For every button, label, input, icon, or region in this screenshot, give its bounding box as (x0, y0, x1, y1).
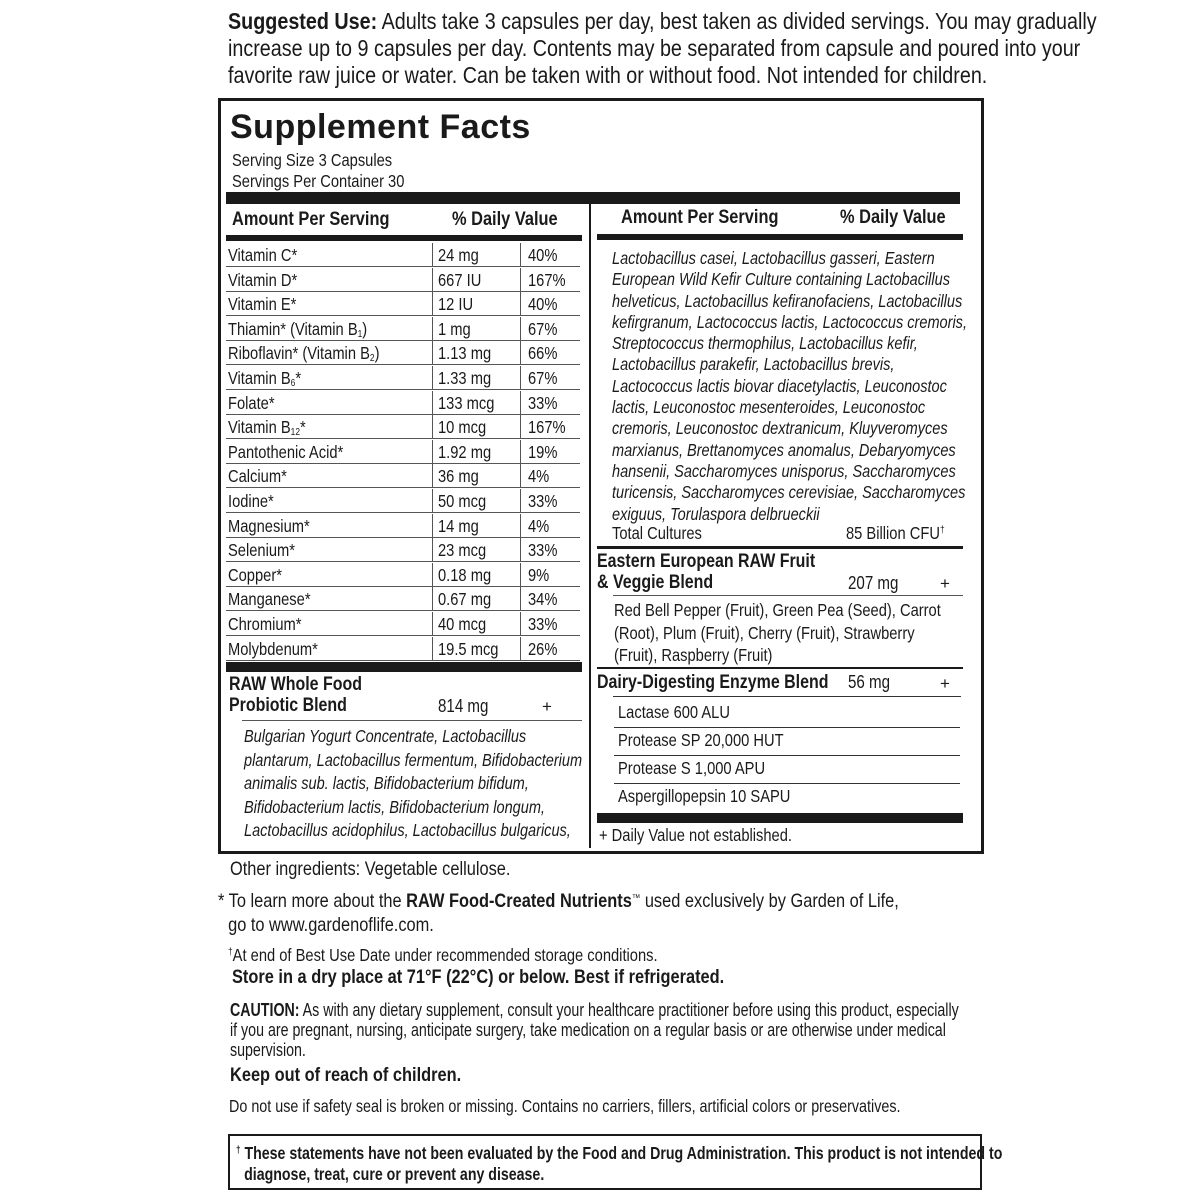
enzyme-row (614, 700, 960, 728)
nutrient-name-tail: * (295, 368, 302, 388)
nutrient-daily-value: 67% (528, 318, 558, 339)
nutrient-daily-value: 4% (528, 466, 550, 487)
nutrient-name-cell (228, 589, 311, 610)
servings-per-container: Servings Per Container 30 (232, 171, 405, 191)
nutrient-amount: 1 mg (438, 318, 471, 339)
probiotic-blend-name-line-2: Probiotic Blend (229, 695, 347, 716)
nutrient-amount: 0.18 mg (438, 564, 492, 585)
nutrient-amount: 40 mcg (438, 614, 487, 634)
cell-divider (520, 538, 521, 562)
cell-divider (432, 612, 433, 636)
suggested-use-line-1: Adults take 3 capsules per day, best taken as divided servings. You may gradually (377, 8, 1097, 34)
thick-divider (226, 192, 960, 204)
nutrient-daily-value: 4% (528, 515, 550, 536)
left-header-daily-value: % Daily Value (452, 208, 558, 230)
nutrient-row (226, 514, 580, 538)
fruit-blend-name (597, 551, 815, 593)
nutrient-name-cell (228, 368, 301, 389)
supplement-facts-title: Supplement Facts (230, 108, 531, 146)
ingredient-line: Bifidobacterium lactis, Bifidobacterium longum, (244, 796, 545, 817)
nutrient-daily-value: 19% (528, 441, 558, 462)
probiotic-blend-name (229, 674, 362, 716)
cell-divider (520, 268, 521, 292)
enzyme-row (614, 728, 960, 756)
probiotic-blend-dv: + (542, 697, 552, 716)
nutrient-daily-value: 167% (528, 269, 566, 290)
nutrient-name-cell (228, 393, 275, 414)
enzyme-row (614, 784, 960, 812)
total-cultures-label: Total Cultures (612, 523, 702, 543)
cell-divider (520, 341, 521, 365)
nutrient-row (226, 440, 580, 464)
nutrient-amount: 19.5 mcg (438, 638, 499, 659)
left-header-amount: Amount Per Serving (232, 208, 390, 230)
ingredient-line: lactis, Leuconostoc mesenteroides, Leuconostoc (612, 397, 926, 418)
nutrient-name: Copper* (228, 564, 282, 585)
cell-divider (520, 612, 521, 636)
nutrient-amount: 1.13 mg (438, 343, 492, 364)
dagger-mark: † (939, 525, 945, 536)
nutrient-row (226, 317, 580, 341)
caution-line-3: supervision. (230, 1040, 306, 1060)
cell-divider (520, 366, 521, 390)
website-line: go to www.gardenoflife.com. (228, 914, 434, 936)
nutrient-daily-value: 9% (528, 564, 550, 585)
daily-value-note: + Daily Value not established. (599, 825, 792, 845)
nutrient-name-cell (228, 417, 306, 438)
nutrient-name: Vitamin C* (228, 245, 298, 265)
nutrient-daily-value: 167% (528, 417, 566, 438)
nutrient-row (226, 268, 580, 292)
nutrient-daily-value: 26% (528, 638, 558, 659)
cell-divider (432, 415, 433, 439)
enzyme-bottom-rule (597, 813, 963, 823)
nutrient-amount: 0.67 mg (438, 589, 492, 610)
ingredient-line: (Root), Plum (Fruit), Cherry (Fruit), Strawberry (614, 622, 915, 643)
nutrient-name: Manganese* (228, 589, 311, 610)
nutrient-name: Riboflavin* (Vitamin B (228, 343, 370, 364)
enzyme-row (614, 756, 960, 784)
fruit-blend-amount: 207 mg (848, 573, 899, 593)
nutrient-name-cell (228, 614, 302, 635)
cell-divider (432, 292, 433, 316)
left-blend-rule (226, 662, 582, 672)
best-use-text: At end of Best Use Date under recommended storage conditions. (232, 945, 658, 965)
nutrient-row (226, 637, 580, 661)
cell-divider (520, 563, 521, 587)
nutrient-name: Calcium* (228, 466, 287, 487)
nutrient-name: Thiamin* (Vitamin B (228, 318, 358, 339)
nutrient-name: Chromium* (228, 614, 302, 634)
suggested-use-line-2: increase up to 9 capsules per day. Contents may be separated from capsule and poured into your (228, 35, 1081, 61)
nutrient-daily-value: 33% (528, 392, 558, 413)
nutrient-amount: 36 mg (438, 466, 479, 487)
nutrient-row (226, 587, 580, 611)
ingredient-line: hansenii, Saccharomyces unisporus, Saccharomyces (612, 460, 956, 481)
cell-divider (520, 317, 521, 341)
nutrient-name-cell (228, 540, 295, 561)
ingredient-line: turicensis, Saccharomyces cerevisiae, Saccharomyces (612, 482, 966, 503)
nutrient-subscript: 1 (357, 328, 363, 340)
enzyme-name: Protease SP 20,000 HUT (618, 730, 784, 750)
fda-dagger: † (236, 1145, 241, 1156)
right-header-rule (597, 234, 963, 240)
enzyme-name: Protease S 1,000 APU (618, 758, 766, 778)
nutrient-name-cell (228, 466, 287, 487)
keep-out-of-reach: Keep out of reach of children. (230, 1064, 462, 1086)
nutrient-name-tail: ) (374, 343, 380, 364)
nutrient-name: Vitamin E* (228, 294, 297, 315)
suggested-use-label: Suggested Use: (228, 8, 378, 34)
nutrient-daily-value: 33% (528, 614, 558, 634)
probiotic-blend-name-line-1: RAW Whole Food (229, 674, 362, 695)
cell-divider (520, 637, 521, 661)
nutrient-row (226, 292, 580, 316)
nutrient-name-cell (228, 270, 297, 291)
cell-divider (520, 391, 521, 415)
cell-divider (432, 440, 433, 464)
nutrient-amount: 23 mcg (438, 540, 487, 561)
nutrient-name-cell (228, 343, 379, 364)
nutrient-daily-value: 66% (528, 343, 558, 364)
nutrient-name: Vitamin B (228, 417, 291, 438)
nutrient-name-cell (228, 442, 343, 463)
right-header-amount: Amount Per Serving (621, 206, 779, 228)
nutrient-row (226, 341, 580, 365)
row-rule (226, 660, 580, 661)
right-header-daily-value: % Daily Value (840, 206, 946, 228)
nutrient-amount: 24 mg (438, 245, 479, 265)
ingredient-line: exiguus, Torulaspora delbrueckii (612, 503, 820, 524)
brand-name: RAW Food-Created Nutrients (406, 890, 632, 912)
nutrient-row (226, 366, 580, 390)
cell-divider (432, 464, 433, 488)
ingredient-line: helveticus, Lactobacillus kefiranofaciens, Lactobacillus (612, 290, 963, 311)
trademark-mark: ™ (631, 893, 641, 904)
other-ingredients: Other ingredients: Vegetable cellulose. (230, 858, 511, 880)
cell-divider (432, 489, 433, 513)
ingredient-line: animalis sub. lactis, Bifidobacterium bifidum, (244, 773, 529, 793)
nutrient-row (226, 391, 580, 415)
ingredient-line: plantarum, Lactobacillus fermentum, Bifidobacterium (244, 749, 583, 770)
enzyme-blend-name: Dairy-Digesting Enzyme Blend (597, 672, 829, 693)
nutrient-daily-value: 33% (528, 540, 558, 561)
probiotic-blend-ingredients (244, 725, 582, 843)
enzyme-blend-rule (613, 696, 961, 697)
learn-more-prefix: * To learn more about the (218, 890, 407, 912)
nutrient-amount: 1.33 mg (438, 368, 492, 388)
nutrient-name-tail: * (299, 417, 306, 438)
nutrient-row (226, 415, 580, 439)
caution-label: CAUTION: (230, 1000, 300, 1020)
cell-divider (432, 366, 433, 390)
serving-size: Serving Size 3 Capsules (232, 150, 393, 170)
nutrient-name-cell (228, 294, 296, 315)
fruit-blend-bottom-rule (597, 667, 963, 669)
nutrient-name: Magnesium* (228, 515, 310, 536)
nutrient-amount: 133 mcg (438, 392, 495, 413)
nutrient-daily-value: 34% (528, 589, 558, 610)
best-use-dagger: † (228, 947, 233, 958)
cell-divider (432, 268, 433, 292)
suggested-use-line-3: favorite raw juice or water. Can be taken with or without food. Not intended for children. (228, 62, 988, 88)
suggested-use (228, 8, 1097, 89)
fda-line-2: diagnose, treat, cure or prevent any disease. (244, 1164, 545, 1184)
nutrient-name-cell (228, 565, 282, 586)
nutrient-name: Vitamin D* (228, 269, 298, 290)
caution-line-2: if you are pregnant, nursing, anticipate surgery, take medication on a regular basis or are otherwise under medical (230, 1020, 946, 1040)
nutrient-daily-value: 33% (528, 491, 558, 511)
cultures-rule (597, 546, 963, 549)
nutrient-amount: 10 mcg (438, 417, 487, 438)
cell-divider (520, 514, 521, 538)
enzyme-name: Lactase 600 ALU (618, 702, 730, 722)
cell-divider (432, 514, 433, 538)
left-header-rule (226, 235, 582, 241)
nutrient-name-cell (228, 491, 274, 512)
ingredient-line: (Fruit), Raspberry (Fruit) (614, 645, 773, 665)
fruit-blend-name-line-2: & Veggie Blend (597, 572, 714, 593)
learn-more-suffix: used exclusively by Garden of Life, (640, 890, 899, 912)
fda-disclaimer (236, 1140, 1002, 1185)
total-cultures-value (846, 523, 945, 544)
nutrient-amount: 14 mg (438, 515, 479, 536)
cell-divider (432, 563, 433, 587)
nutrient-daily-value: 67% (528, 368, 558, 388)
ingredient-line: European Wild Kefir Culture containing Lactobacillus (612, 269, 950, 290)
nutrient-amount: 50 mcg (438, 491, 487, 511)
nutrient-amount: 12 IU (438, 294, 474, 315)
ingredient-line: marxianus, Brettanomyces anomalus, Debaryomyces (612, 439, 956, 460)
cell-divider (520, 292, 521, 316)
ingredient-line: Lactobacillus parakefir, Lactobacillus brevis, (612, 354, 895, 375)
cell-divider (520, 587, 521, 611)
nutrient-subscript: 2 (369, 353, 375, 365)
caution-statement (230, 1000, 959, 1060)
ingredient-line: cremoris, Leuconostoc dextranicum, Kluyveromyces (612, 418, 948, 439)
nutrient-amount: 1.92 mg (438, 441, 492, 462)
nutrient-name-cell (228, 319, 367, 340)
nutrient-row (226, 612, 580, 636)
enzyme-name: Aspergillopepsin 10 SAPU (618, 786, 791, 806)
column-divider (589, 204, 591, 848)
cell-divider (520, 464, 521, 488)
nutrient-name: Folate* (228, 392, 275, 413)
nutrient-name: Iodine* (228, 491, 274, 511)
nutrient-amount: 667 IU (438, 269, 482, 290)
ingredient-line: Red Bell Pepper (Fruit), Green Pea (Seed), Carrot (614, 600, 941, 620)
fruit-blend-dv: + (940, 574, 950, 593)
fda-line-1: These statements have not been evaluated by the Food and Drug Administration. This product is not intended to (240, 1143, 1003, 1163)
nutrient-name-cell (228, 245, 297, 266)
cell-divider (520, 415, 521, 439)
nutrient-daily-value: 40% (528, 294, 558, 315)
nutrient-name-cell (228, 639, 318, 660)
enzyme-blend-amount: 56 mg (848, 672, 891, 692)
enzyme-blend-dv: + (940, 674, 950, 693)
fruit-blend-rule (613, 595, 963, 596)
nutrient-subscript: 12 (290, 427, 300, 439)
cell-divider (432, 341, 433, 365)
nutrient-row (226, 243, 580, 267)
nutrient-name: Vitamin B (228, 368, 291, 388)
nutrient-daily-value: 40% (528, 245, 558, 265)
nutrient-row (226, 538, 580, 562)
nutrient-row (226, 489, 580, 513)
nutrient-row (226, 563, 580, 587)
caution-line-1: As with any dietary supplement, consult your healthcare practitioner before using this product, especially (299, 1000, 959, 1020)
nutrient-name: Molybdenum* (228, 638, 318, 659)
ingredient-line: Streptococcus thermophilus, Lactobacillus kefir, (612, 333, 918, 354)
cell-divider (432, 243, 433, 267)
ingredient-line: Lactococcus lactis biovar diacetylactis, Leuconostoc (612, 375, 947, 396)
ingredient-line: Bulgarian Yogurt Concentrate, Lactobacillus (244, 726, 527, 746)
cell-divider (432, 391, 433, 415)
learn-more (218, 887, 899, 937)
ingredient-line: Lactobacillus casei, Lactobacillus gasseri, Eastern (612, 248, 935, 268)
safety-seal-note: Do not use if safety seal is broken or missing. Contains no carriers, fillers, artificial colors or preservatives. (229, 1096, 901, 1116)
cell-divider (520, 440, 521, 464)
cell-divider (432, 637, 433, 661)
cell-divider (520, 489, 521, 513)
nutrient-row (226, 464, 580, 488)
probiotic-blend-rule (242, 720, 582, 721)
culture-list (612, 248, 967, 525)
nutrient-name-tail: ) (362, 318, 368, 339)
total-cultures-amount: 85 Billion CFU (846, 523, 940, 543)
probiotic-blend-amount: 814 mg (438, 696, 489, 716)
cell-divider (432, 317, 433, 341)
storage-instructions: Store in a dry place at 71°F (22°C) or below. Best if refrigerated. (232, 966, 725, 988)
nutrient-name: Selenium* (228, 540, 296, 561)
nutrient-subscript: 6 (290, 378, 296, 389)
cell-divider (432, 538, 433, 562)
cell-divider (520, 243, 521, 267)
fruit-blend-ingredients (614, 599, 941, 667)
best-use-note (228, 945, 658, 966)
cell-divider (432, 587, 433, 611)
ingredient-line: Lactobacillus acidophilus, Lactobacillus bulgaricus, (244, 820, 571, 840)
nutrient-name: Pantothenic Acid* (228, 441, 344, 462)
fruit-blend-name-line-1: Eastern European RAW Fruit (597, 551, 816, 572)
nutrient-name-cell (228, 516, 310, 537)
ingredient-line: kefirgranum, Lactococcus lactis, Lactococcus cremoris, (612, 311, 967, 332)
